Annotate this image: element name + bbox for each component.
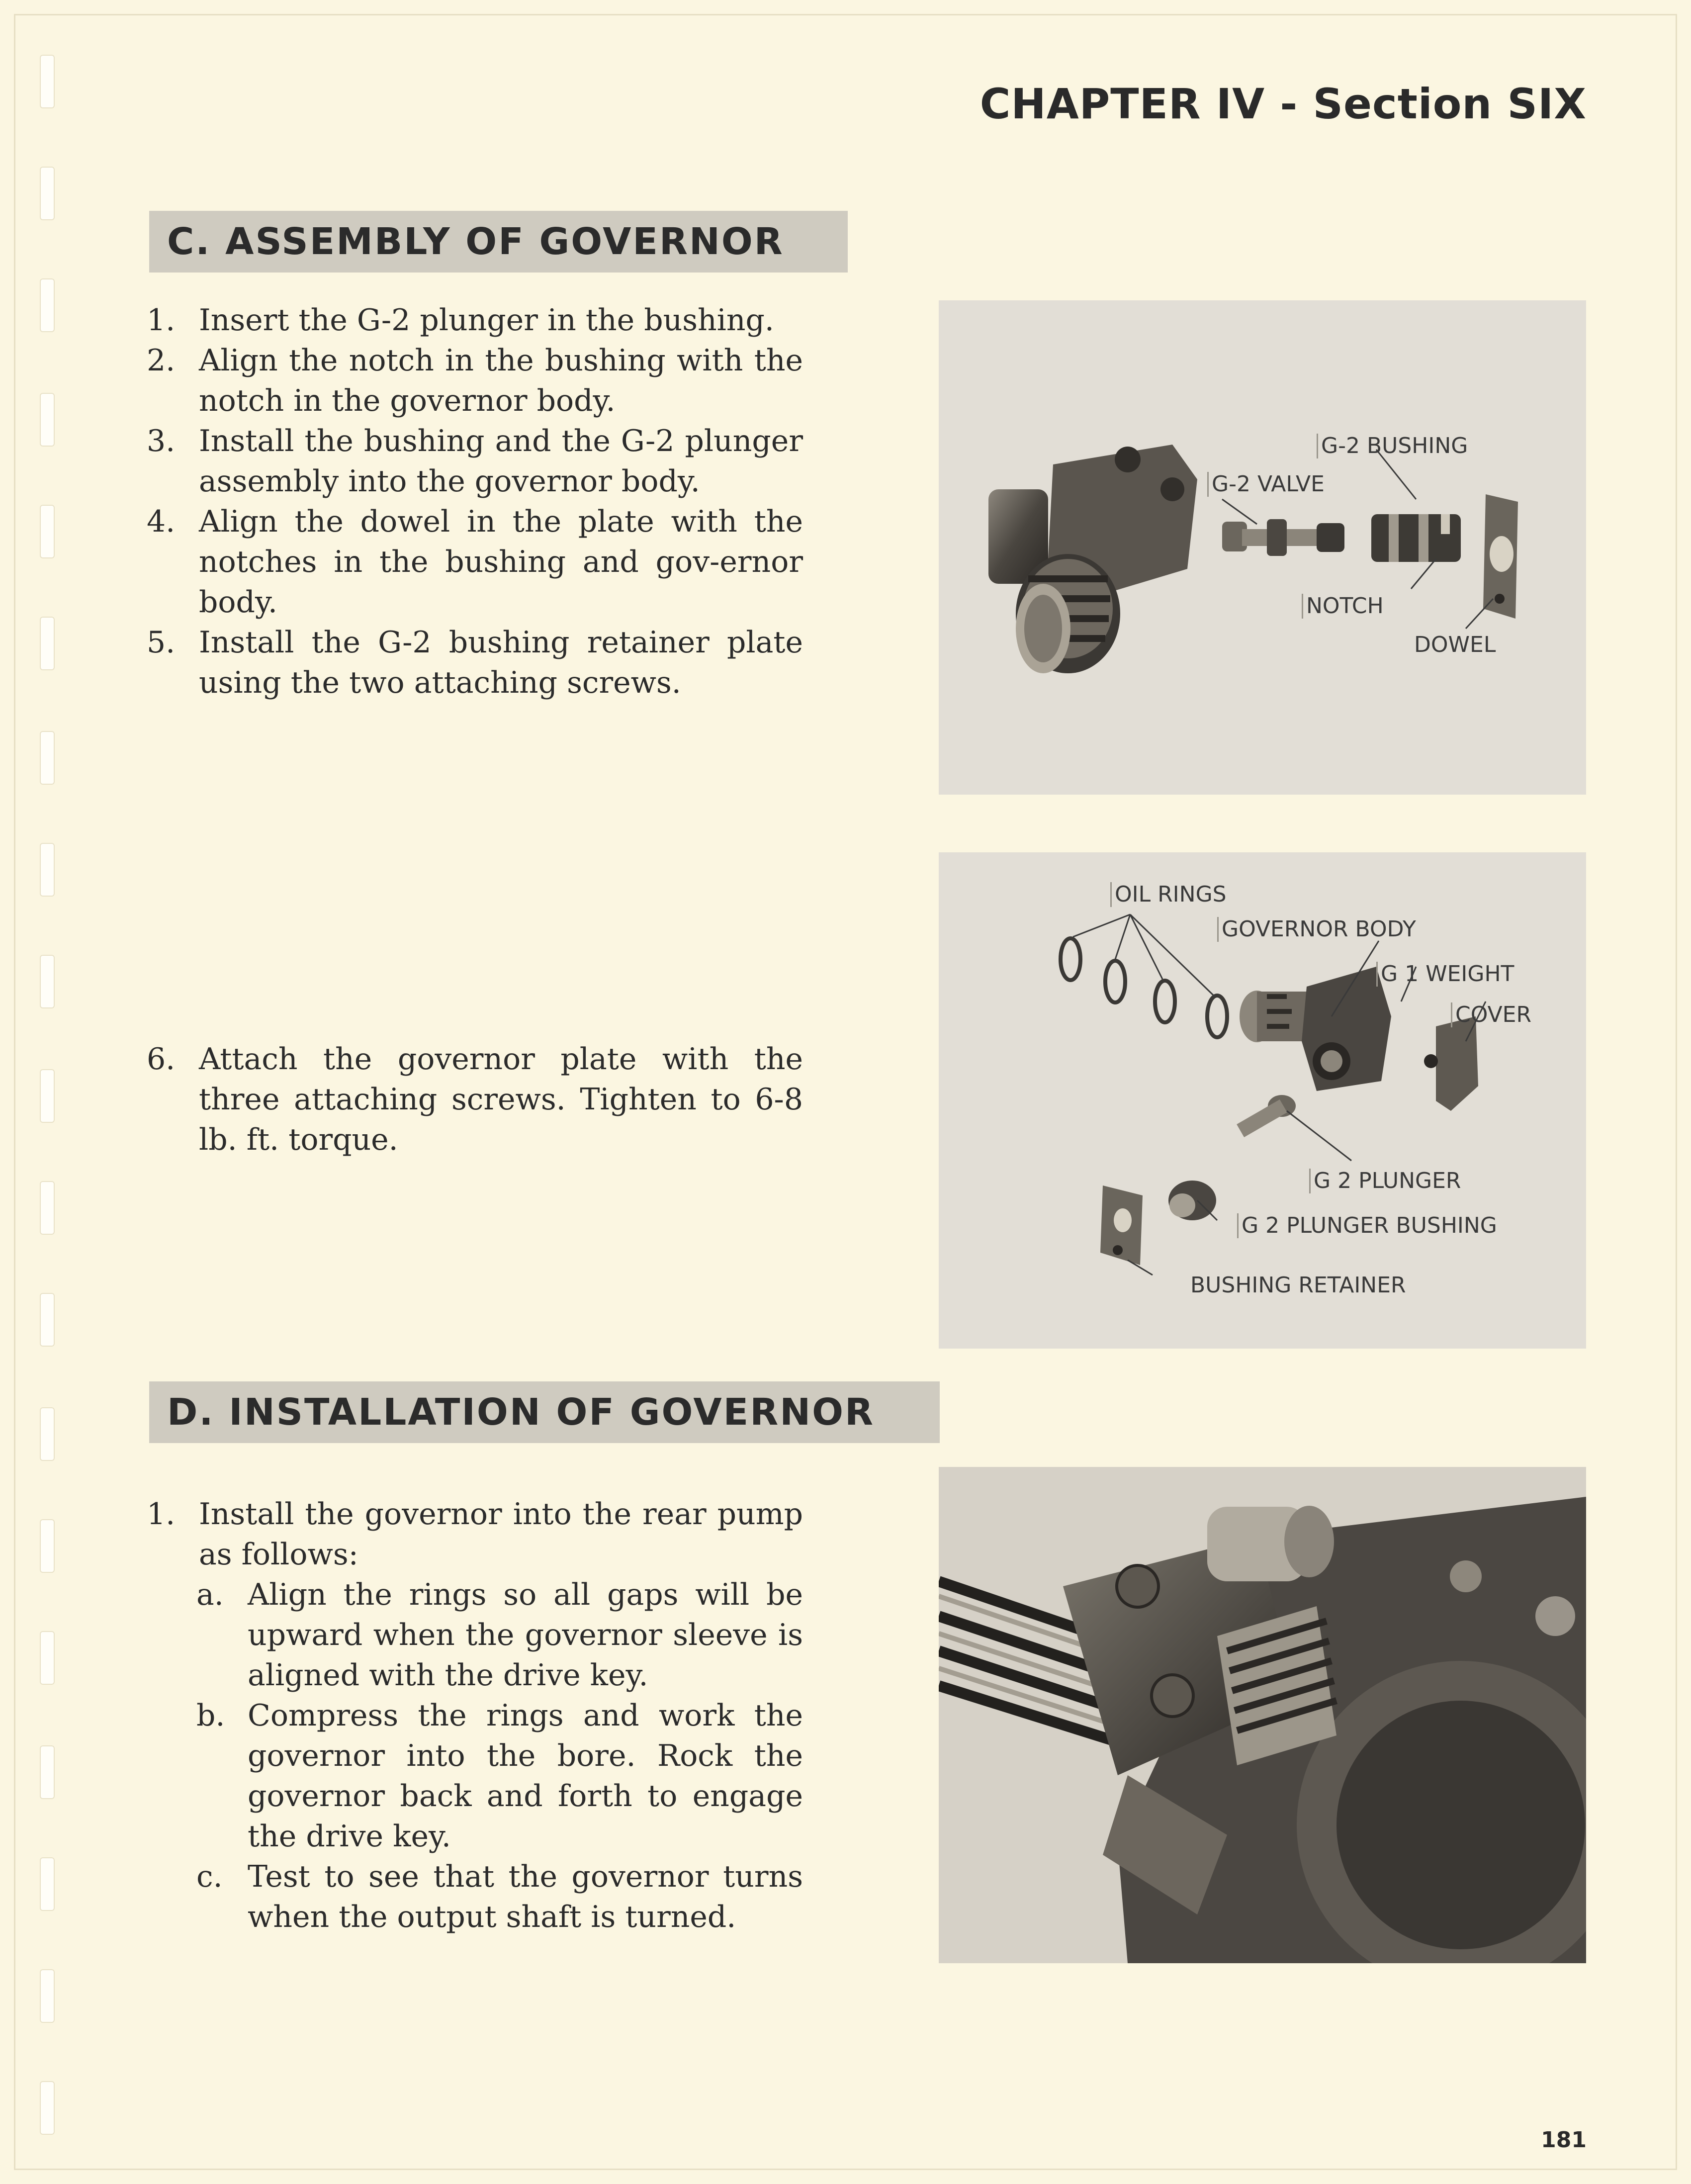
governor-body-shape bbox=[1240, 967, 1391, 1091]
binding-hole bbox=[40, 731, 55, 785]
step-number: 1. bbox=[147, 303, 176, 338]
step-number: 2. bbox=[147, 343, 176, 378]
chapter-title: CHAPTER IV - Section SIX bbox=[979, 80, 1587, 128]
g2-plunger-bushing-shape bbox=[1168, 1181, 1216, 1220]
substep-letter: a. bbox=[196, 1577, 224, 1612]
label-g2-plunger: G 2 PLUNGER bbox=[1309, 1169, 1461, 1193]
binding-hole bbox=[40, 1069, 55, 1123]
substep-text: Align the rings so all gaps will be upward when the governor sleeve is aligned with the drive key. bbox=[248, 1577, 803, 1693]
step-number: 5. bbox=[147, 625, 176, 660]
step-text: Align the notch in the bushing with the notch in the governor body. bbox=[199, 343, 803, 418]
governor-bushing-illustration bbox=[939, 300, 1586, 795]
binding-hole bbox=[40, 1293, 55, 1347]
substep-list bbox=[147, 1575, 803, 1937]
label-governor-body: GOVERNOR BODY bbox=[1217, 917, 1416, 942]
step-item bbox=[147, 421, 803, 502]
binding-hole bbox=[40, 1631, 55, 1685]
binding-hole bbox=[40, 1519, 55, 1573]
step-text: Align the dowel in the plate with the notches in the bushing and gov-ernor body. bbox=[199, 504, 803, 620]
governor-body-shape bbox=[988, 445, 1197, 673]
binding-hole bbox=[40, 617, 55, 670]
governor-bushing-photo bbox=[939, 300, 1586, 795]
step-item bbox=[147, 341, 803, 421]
label-cover: COVER bbox=[1451, 1002, 1531, 1027]
step-item bbox=[147, 502, 803, 623]
binding-hole bbox=[40, 1181, 55, 1235]
cover-shape bbox=[1424, 1016, 1478, 1111]
governor-installation-illustration bbox=[939, 1467, 1586, 1963]
binding-hole bbox=[40, 393, 55, 447]
substep-item bbox=[196, 1575, 803, 1696]
g2-valve-shape bbox=[1222, 519, 1344, 556]
label-g2-plunger-bushing: G 2 PLUNGER BUSHING bbox=[1237, 1213, 1497, 1238]
binding-hole bbox=[40, 55, 55, 108]
substep-letter: b. bbox=[196, 1698, 225, 1733]
bushing-retainer-shape bbox=[1100, 1185, 1143, 1265]
step-text: Install the bushing and the G-2 plunger assembly into the governor body. bbox=[199, 424, 803, 499]
binding-hole bbox=[40, 2081, 55, 2135]
step-text: Install the G-2 bushing retainer plate using the two attaching screws. bbox=[199, 625, 803, 700]
section-c-steps-continued bbox=[147, 1039, 803, 1160]
step-text: Insert the G-2 plunger in the bushing. bbox=[199, 303, 774, 338]
label-oil-rings: OIL RINGS bbox=[1110, 882, 1227, 907]
substep-item bbox=[196, 1696, 803, 1857]
binding-hole bbox=[40, 1407, 55, 1461]
g2-bushing-shape bbox=[1371, 514, 1461, 562]
step-item bbox=[147, 1039, 803, 1160]
step-text: Attach the governor plate with the three attaching screws. Tighten to 6-8 lb. ft. torque. bbox=[199, 1042, 803, 1157]
step-text: Install the governor into the rear pump as follows: bbox=[199, 1497, 803, 1572]
binding-hole bbox=[40, 1969, 55, 2023]
step-number: 3. bbox=[147, 424, 176, 458]
label-g2-valve: G-2 VALVE bbox=[1207, 472, 1325, 497]
binding-hole bbox=[40, 167, 55, 220]
substep-letter: c. bbox=[196, 1859, 223, 1894]
substep-item bbox=[196, 1857, 803, 1937]
retainer-plate-shape bbox=[1483, 494, 1518, 619]
binding-holes bbox=[40, 0, 60, 2184]
governor-installation-photo bbox=[939, 1467, 1586, 1963]
binding-hole bbox=[40, 955, 55, 1008]
step-number: 1. bbox=[147, 1497, 176, 1532]
label-g2-bushing: G-2 BUSHING bbox=[1317, 434, 1468, 458]
step-item bbox=[147, 1494, 803, 1575]
step-number: 6. bbox=[147, 1042, 176, 1077]
binding-hole bbox=[40, 1745, 55, 1799]
governor-exploded-photo bbox=[939, 852, 1586, 1349]
g2-plunger-shape bbox=[1237, 1095, 1296, 1137]
section-c-steps bbox=[147, 300, 803, 703]
section-d-heading: D. INSTALLATION OF GOVERNOR bbox=[149, 1381, 940, 1443]
substep-text: Test to see that the governor turns when the output shaft is turned. bbox=[248, 1859, 803, 1934]
step-number: 4. bbox=[147, 504, 176, 539]
binding-hole bbox=[40, 843, 55, 897]
section-c-heading: C. ASSEMBLY OF GOVERNOR bbox=[149, 211, 848, 273]
label-notch: NOTCH bbox=[1302, 594, 1384, 619]
section-d-steps bbox=[147, 1494, 803, 1937]
binding-hole bbox=[40, 1857, 55, 1911]
label-g1-weight: G 1 WEIGHT bbox=[1376, 962, 1514, 987]
step-item bbox=[147, 300, 803, 341]
step-item bbox=[147, 623, 803, 703]
oil-rings-shape bbox=[1061, 938, 1227, 1037]
label-dowel: DOWEL bbox=[1414, 632, 1496, 657]
substep-text: Compress the rings and work the governor into the bore. Rock the governor back and forth to engage the drive key. bbox=[248, 1698, 803, 1854]
label-bushing-retainer: BUSHING RETAINER bbox=[1190, 1273, 1406, 1298]
binding-hole bbox=[40, 505, 55, 558]
page-number: 181 bbox=[1541, 2127, 1587, 2153]
binding-hole bbox=[40, 278, 55, 332]
